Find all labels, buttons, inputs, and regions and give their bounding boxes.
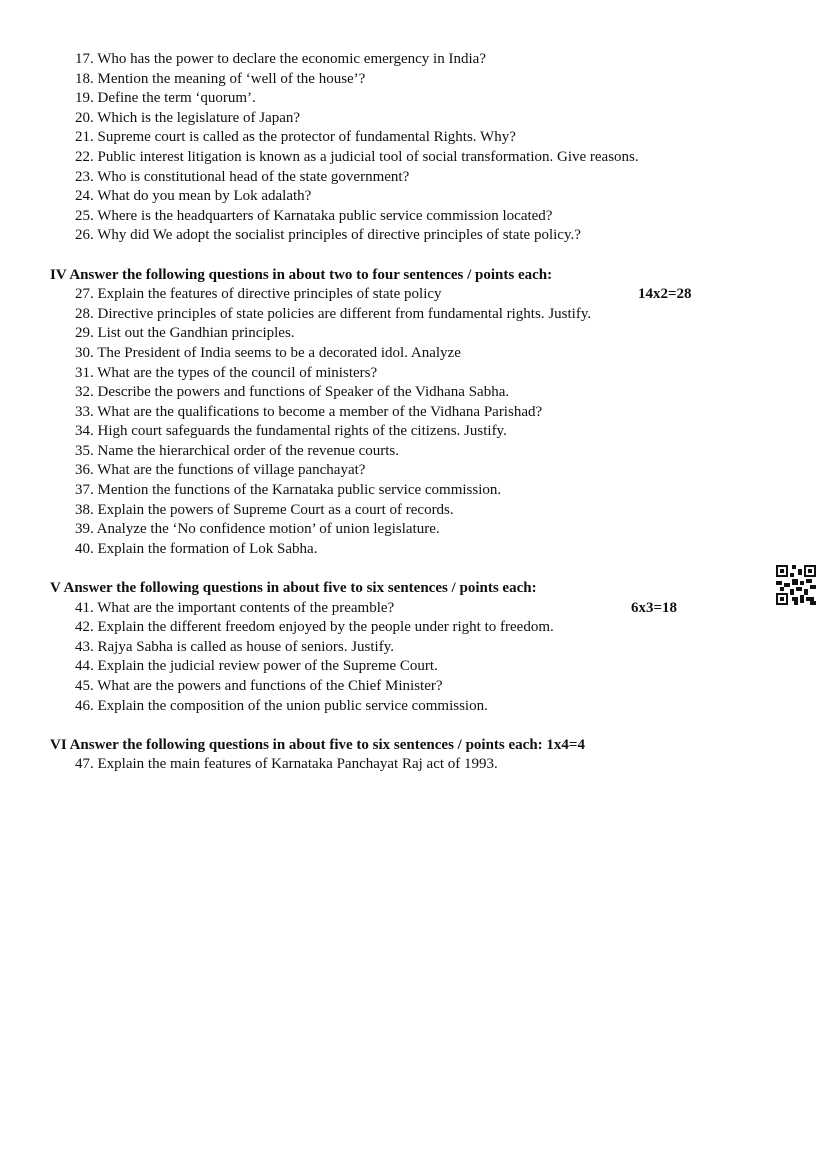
section-iv-marks: 14x2=28 (638, 286, 692, 303)
question-item: 19. Define the term ‘quorum’. (75, 90, 256, 107)
question-paper (50, 50, 790, 775)
question-item: 43. Rajya Sabha is called as house of seniors. Justify. (75, 638, 394, 655)
question-item: 21. Supreme court is called as the protector of fundamental Rights. Why? (75, 129, 516, 146)
question-item: 37. Mention the functions of the Karnataka public service commission. (75, 482, 502, 499)
question-item: 33. What are the qualifications to become a member of the Vidhana Parishad? (75, 403, 543, 420)
question-item: 35. Name the hierarchical order of the revenue courts. (75, 442, 400, 459)
question-item: 31. What are the types of the council of ministers? (75, 364, 378, 381)
question-item: 42. Explain the different freedom enjoyed by the people under right to freedom. (75, 619, 554, 636)
section-v-marks: 6x3=18 (631, 599, 678, 616)
question-item: 44. Explain the judicial review power of the Supreme Court. (75, 658, 438, 675)
question-item: 45. What are the powers and functions of the Chief Minister? (75, 678, 443, 694)
section-iii-questions (50, 50, 790, 246)
question-item: 32. Describe the powers and functions of Speaker of the Vidhana Sabha. (75, 384, 510, 401)
question-item: 29. List out the Gandhian principles. (75, 325, 295, 342)
question-item: 30. The President of India seems to be a decorated idol. Analyze (75, 344, 461, 361)
question-item: 28. Directive principles of state policies are different from fundamental rights. Justify. (75, 305, 592, 322)
question-item: 40. Explain the formation of Lok Sabha. (75, 540, 318, 557)
question-item: 41. What are the important contents of the preamble? (75, 599, 395, 616)
question-item: 18. Mention the meaning of ‘well of the house’? (75, 70, 366, 87)
question-item: 47. Explain the main features of Karnataka Panchayat Raj act of 1993. (75, 756, 498, 773)
question-item: 26. Why did We adopt the socialist principles of directive principles of state policy.? (75, 227, 581, 244)
question-item: 38. Explain the powers of Supreme Court as a court of records. (75, 501, 454, 518)
section-vi-heading: VI Answer the following questions in about five to six sentences / points each: 1x4=4 (50, 736, 585, 753)
section-v-questions (50, 599, 790, 717)
question-item: 20. Which is the legislature of Japan? (75, 109, 301, 126)
question-item: 24. What do you mean by Lok adalath? (75, 188, 312, 205)
question-item: 22. Public interest litigation is known as a judicial tool of social transformation. Give reasons. (75, 148, 639, 165)
question-item: 34. High court safeguards the fundamental rights of the citizens. Justify. (75, 423, 507, 440)
section-iv-questions (50, 285, 790, 559)
question-item: 23. Who is constitutional head of the state government? (75, 168, 410, 185)
question-item: 39. Analyze the ‘No confidence motion’ of union legislature. (75, 521, 440, 538)
qr-code-icon (776, 565, 816, 605)
question-item: 17. Who has the power to declare the economic emergency in India? (75, 51, 486, 67)
section-v-heading: V Answer the following questions in about five to six sentences / points each: (50, 580, 537, 597)
question-item: 36. What are the functions of village panchayat? (75, 462, 366, 479)
section-vi-questions (50, 755, 790, 775)
question-item: 46. Explain the composition of the union public service commission. (75, 697, 488, 714)
question-item: 27. Explain the features of directive principles of state policy (75, 286, 442, 303)
section-iv-heading: IV Answer the following questions in about two to four sentences / points each: (50, 266, 553, 283)
question-item: 25. Where is the headquarters of Karnataka public service commission located? (75, 207, 553, 224)
